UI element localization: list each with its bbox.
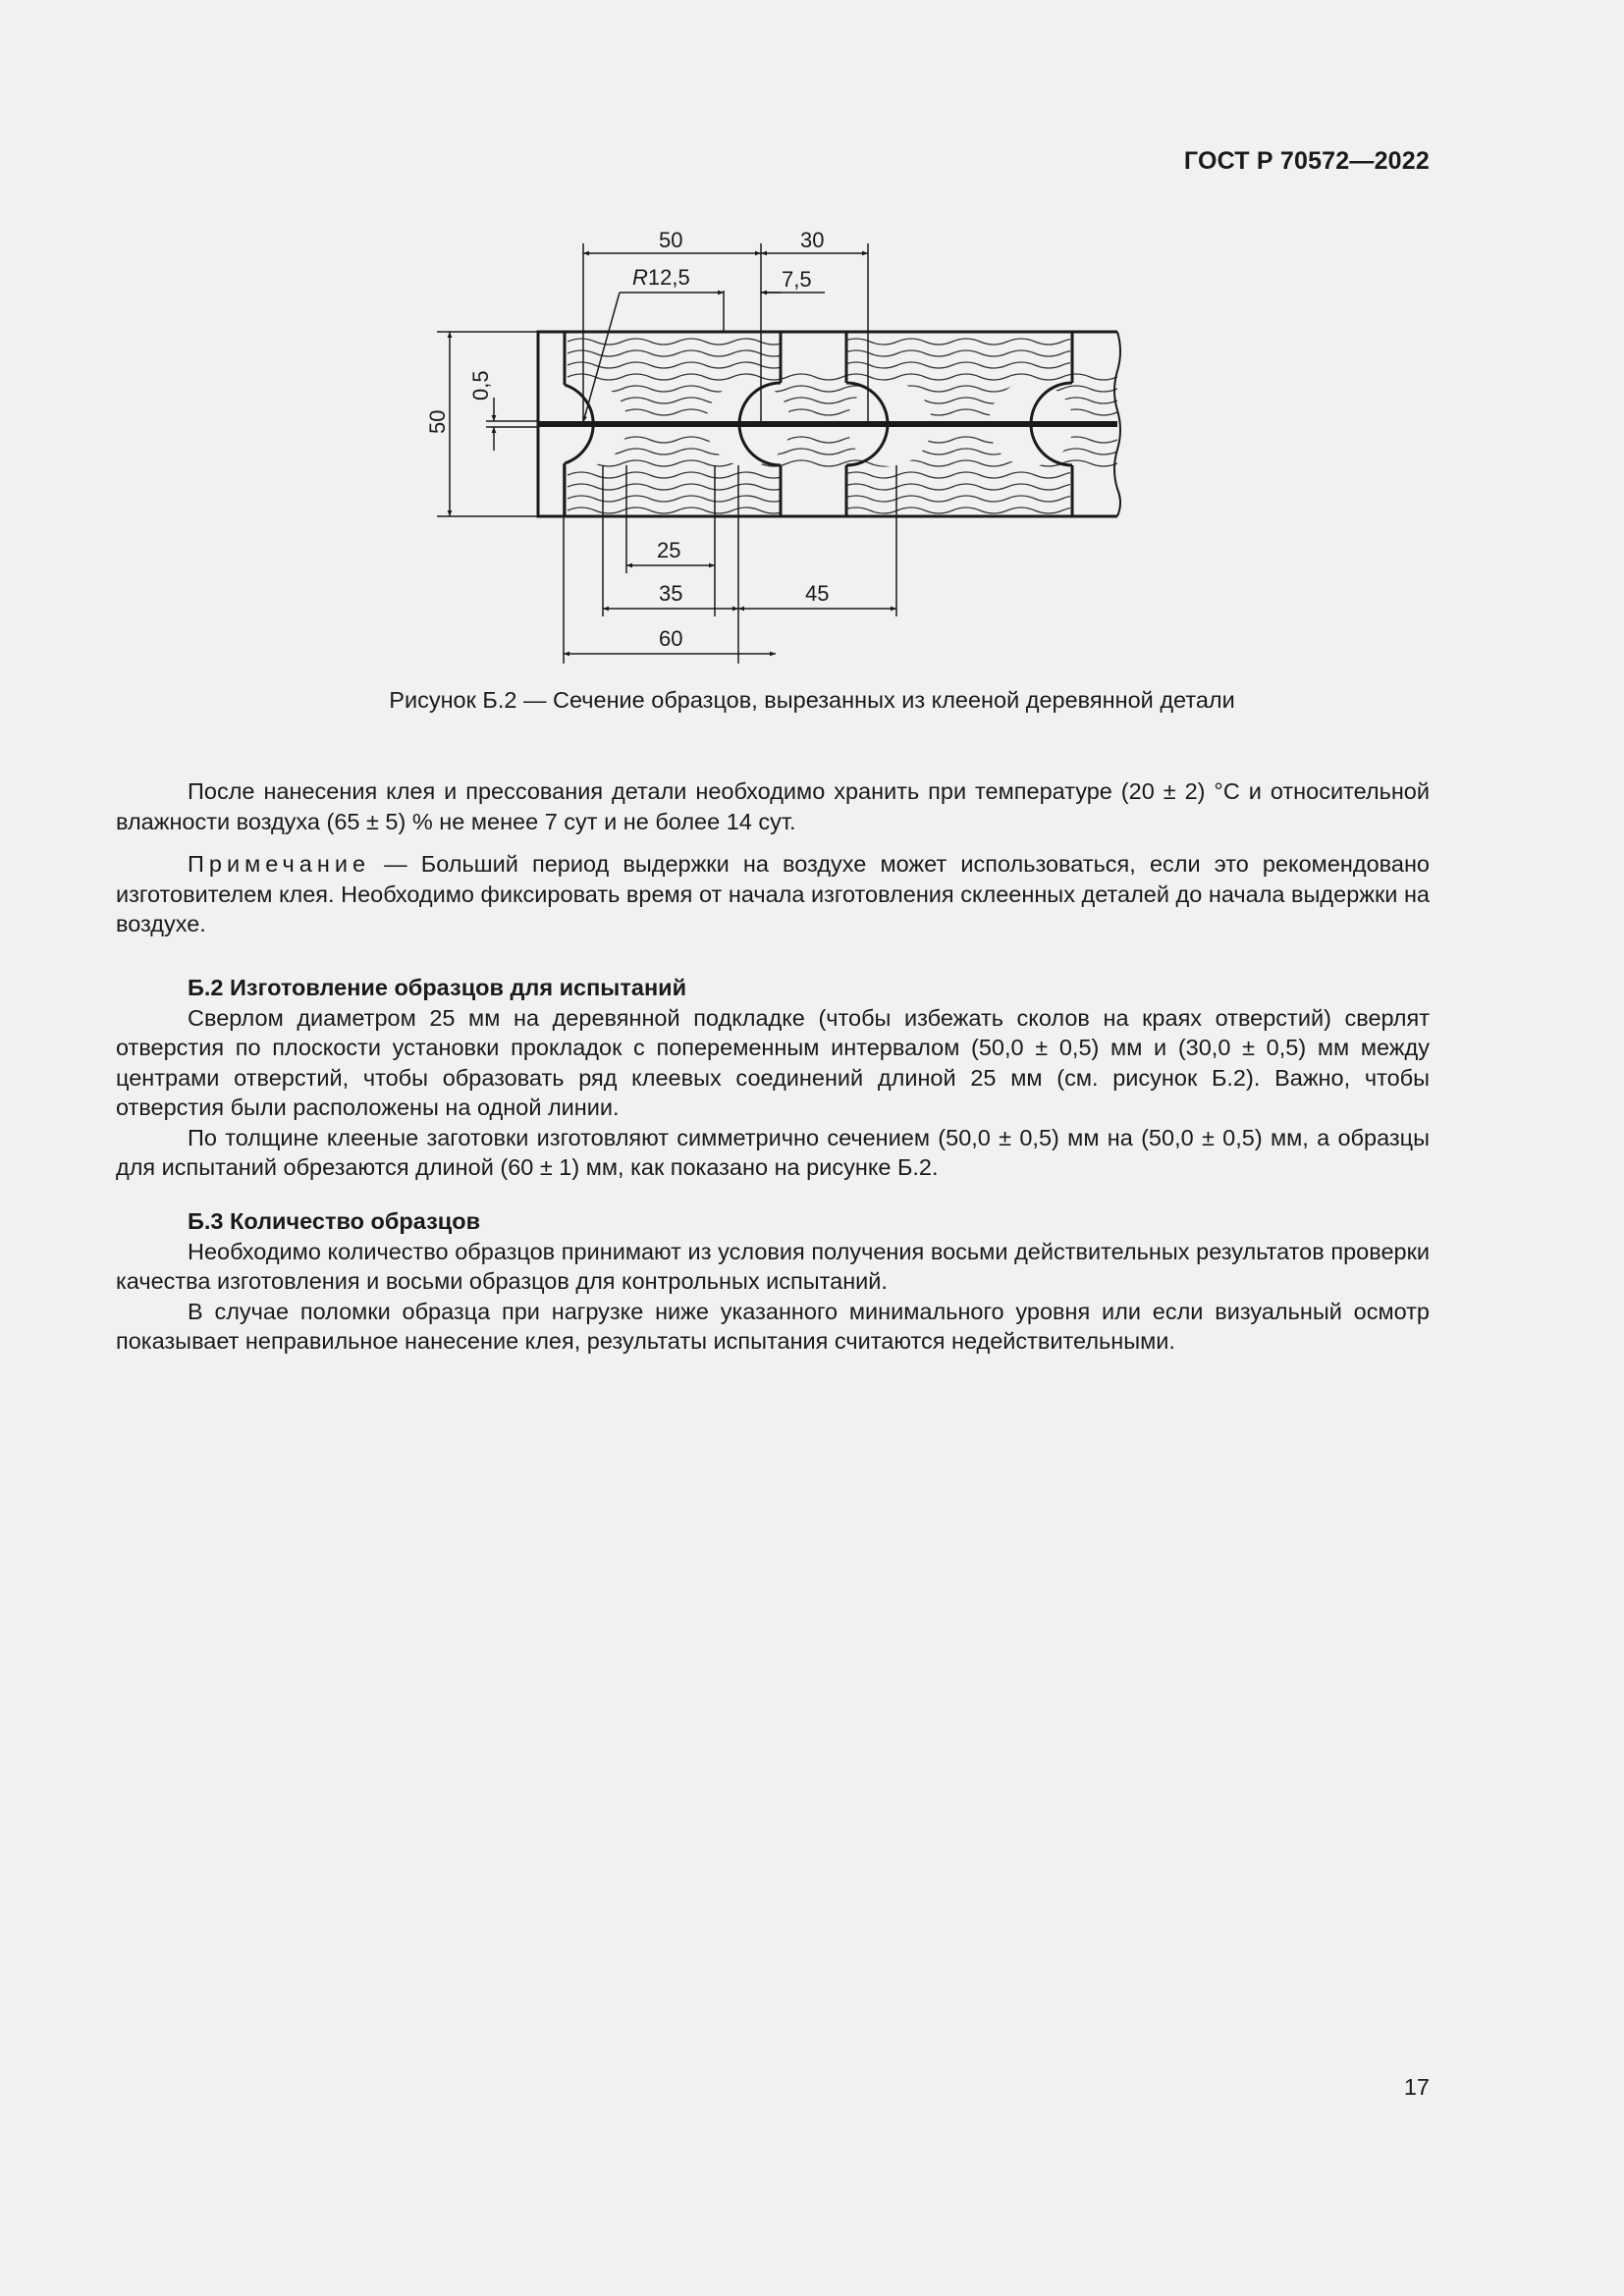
specimen-section-drawing bbox=[393, 216, 1159, 677]
section-b2-heading: Б.2 Изготовление образцов для испытаний bbox=[188, 975, 687, 1000]
dim-height: 50 bbox=[425, 409, 450, 434]
figure-caption: Рисунок Б.2 — Сечение образцов, вырезанных из клееной деревянной детали bbox=[389, 687, 1235, 713]
figure-b2 bbox=[393, 216, 1159, 677]
section-b3 bbox=[116, 1206, 1430, 1357]
note-label: Примечание bbox=[188, 851, 371, 877]
page-number: 17 bbox=[1403, 2074, 1430, 2100]
standard-code: ГОСТ Р 70572—2022 bbox=[1183, 147, 1430, 175]
dim-radius-prefix: R bbox=[632, 265, 648, 290]
dim-radius-value: 12,5 bbox=[647, 265, 690, 290]
paragraph-b3-count: Необходимо количество образцов принимают из условия получения восьми действительных результатов проверки качества изготовления и восьми образцов для контрольных испытаний. bbox=[116, 1238, 1430, 1294]
note-text: — Больший период выдержки на воздухе может использоваться, если это рекомендовано изготовителем клея. Необходимо фиксировать время от начала изготовления склеенных деталей до начала выдержки на воздухе. bbox=[116, 851, 1430, 936]
storage-section bbox=[116, 776, 1430, 939]
dim-gap-vertical: 0,5 bbox=[468, 370, 493, 400]
dim-radius bbox=[632, 265, 690, 290]
note bbox=[116, 849, 1430, 939]
dim-top-50: 50 bbox=[659, 228, 683, 252]
dim-bottom-45: 45 bbox=[805, 581, 830, 606]
section-b2 bbox=[116, 973, 1430, 1183]
dim-bottom-60: 60 bbox=[659, 626, 683, 651]
dim-top-30: 30 bbox=[800, 228, 825, 252]
section-b3-heading: Б.3 Количество образцов bbox=[188, 1208, 481, 1234]
dim-bottom-35: 35 bbox=[659, 581, 683, 606]
paragraph-b3-invalid: В случае поломки образца при нагрузке ниже указанного минимального уровня или если визуальный осмотр показывает неправильное нанесение клея, результаты испытания считаются недействительными. bbox=[116, 1298, 1430, 1354]
paragraph-storage: После нанесения клея и прессования детали необходимо хранить при температуре (20 ± 2) °С и относительной влажности воздуха (65 ± 5) % не менее 7 сут и не более 14 сут. bbox=[116, 778, 1430, 834]
paragraph-b2-thickness: По толщине клееные заготовки изготовляют симметрично сечением (50,0 ± 0,5) мм на (50,0 ± 0,5) мм, а образцы для испытаний обрезаются длиной (60 ± 1) мм, как показано на рисунке Б.2. bbox=[116, 1124, 1430, 1180]
dim-bottom-25: 25 bbox=[657, 538, 681, 562]
dim-small-gap: 7,5 bbox=[782, 267, 812, 292]
glue-line bbox=[538, 421, 1117, 427]
paragraph-b2-drilling: Сверлом диаметром 25 мм на деревянной подкладке (чтобы избежать сколов на краях отверстий) сверлят отверстия по плоскости установки прокладок с попеременным интервалом (50,0 ± 0,5) мм и (30,0 ± 0,5) мм между центрами отверстий, чтобы образовать ряд клеевых соединений длиной 25 мм (см. рисунок Б.2). Важно, чтобы отверстия были расположены на одной линии. bbox=[116, 1004, 1430, 1120]
